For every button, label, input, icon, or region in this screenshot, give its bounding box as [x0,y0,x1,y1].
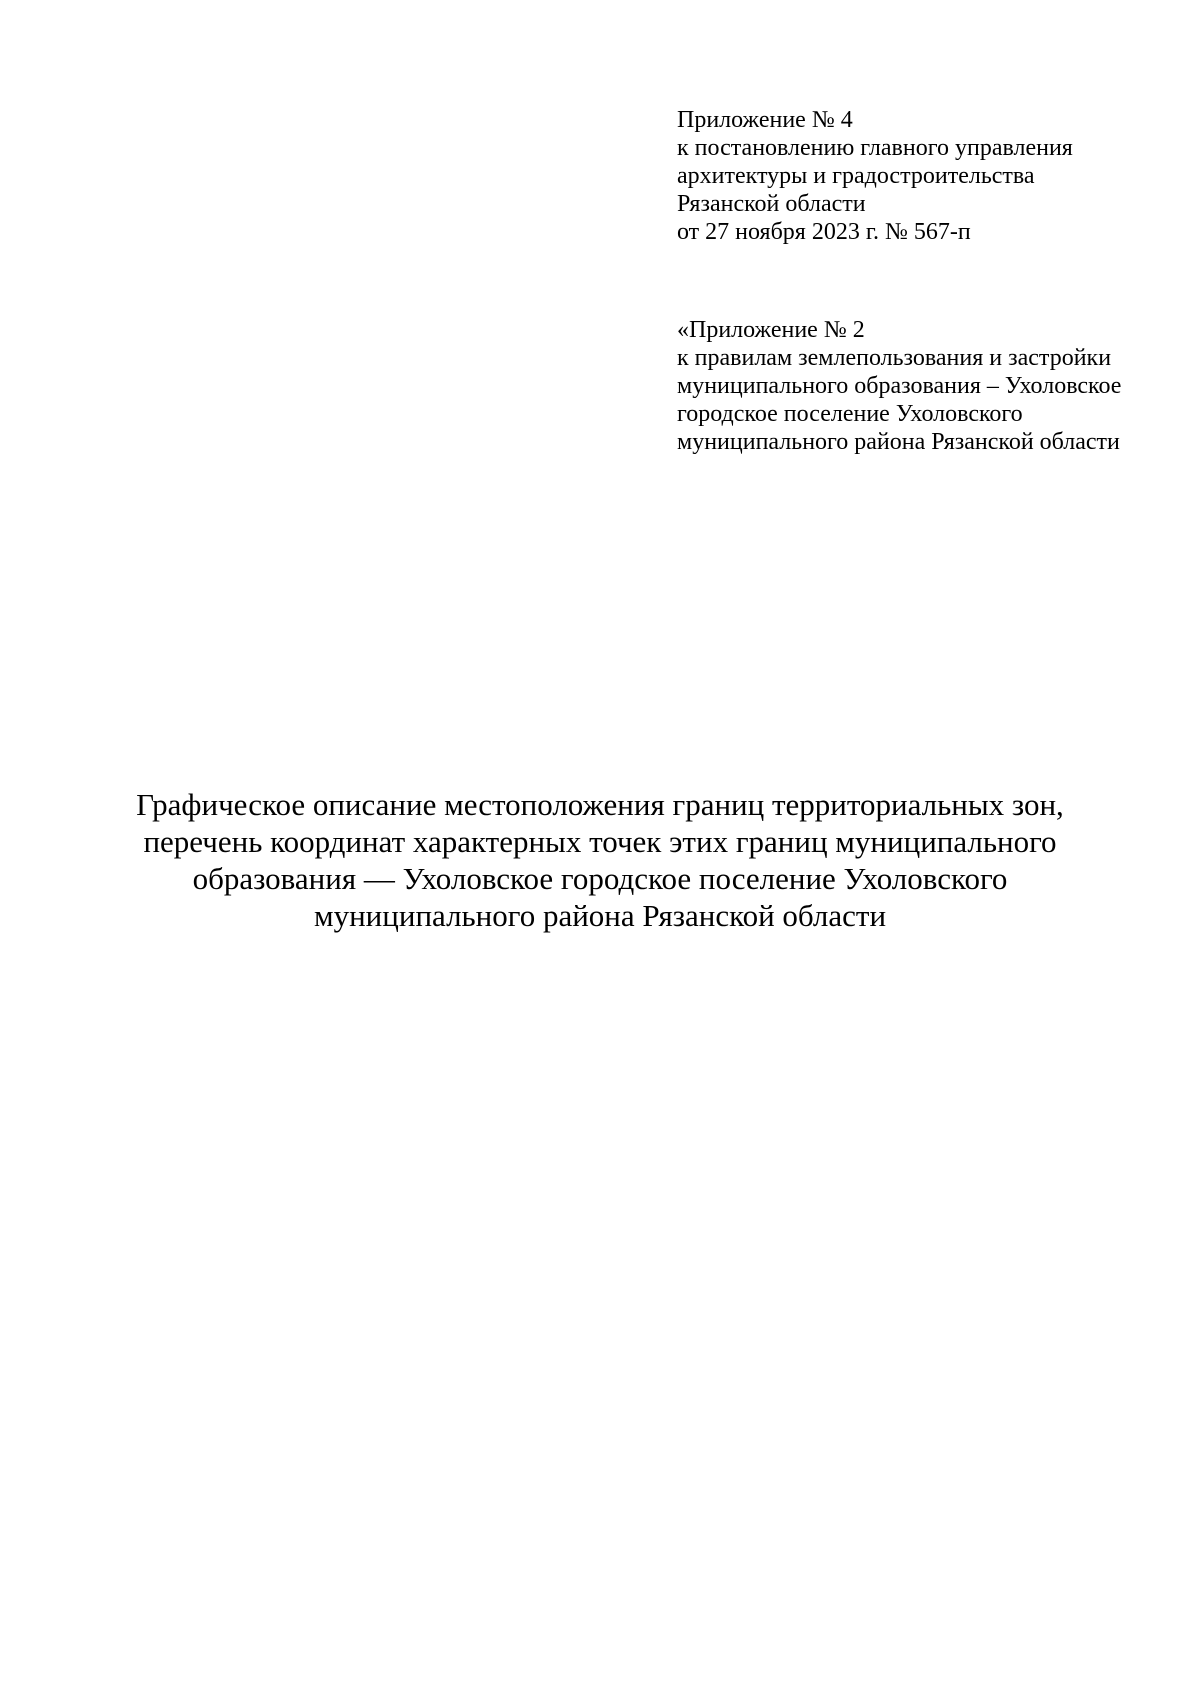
appendix-2-line: городское поселение Ухоловского [677,401,1023,427]
appendix-2-line: муниципального образования – Ухоловское [677,373,1122,399]
appendix-2-line: «Приложение № 2 [677,317,865,343]
appendix-4-line: от 27 ноября 2023 г. № 567-п [677,219,971,245]
document-title-line: образования — Ухоловское городское поселение Ухоловского [192,861,1008,896]
appendix-4-line: Приложение № 4 [677,107,853,133]
appendix-4-line: Рязанской области [677,191,866,217]
appendix-2-header [677,316,1177,456]
appendix-2-line: к правилам землепользования и застройки [677,345,1112,371]
document-title-line: перечень координат характерных точек этих границ муниципального [143,824,1057,859]
document-title-line: Графическое описание местоположения границ территориальных зон, [136,787,1064,822]
appendix-2-line: муниципального района Рязанской области [677,429,1120,455]
document-title [80,786,1120,934]
appendix-4-header [677,106,1177,246]
appendix-4-line: к постановлению главного управления [677,135,1073,161]
appendix-4-line: архитектуры и градостроительства [677,163,1035,189]
document-title-line: муниципального района Рязанской области [313,898,887,933]
